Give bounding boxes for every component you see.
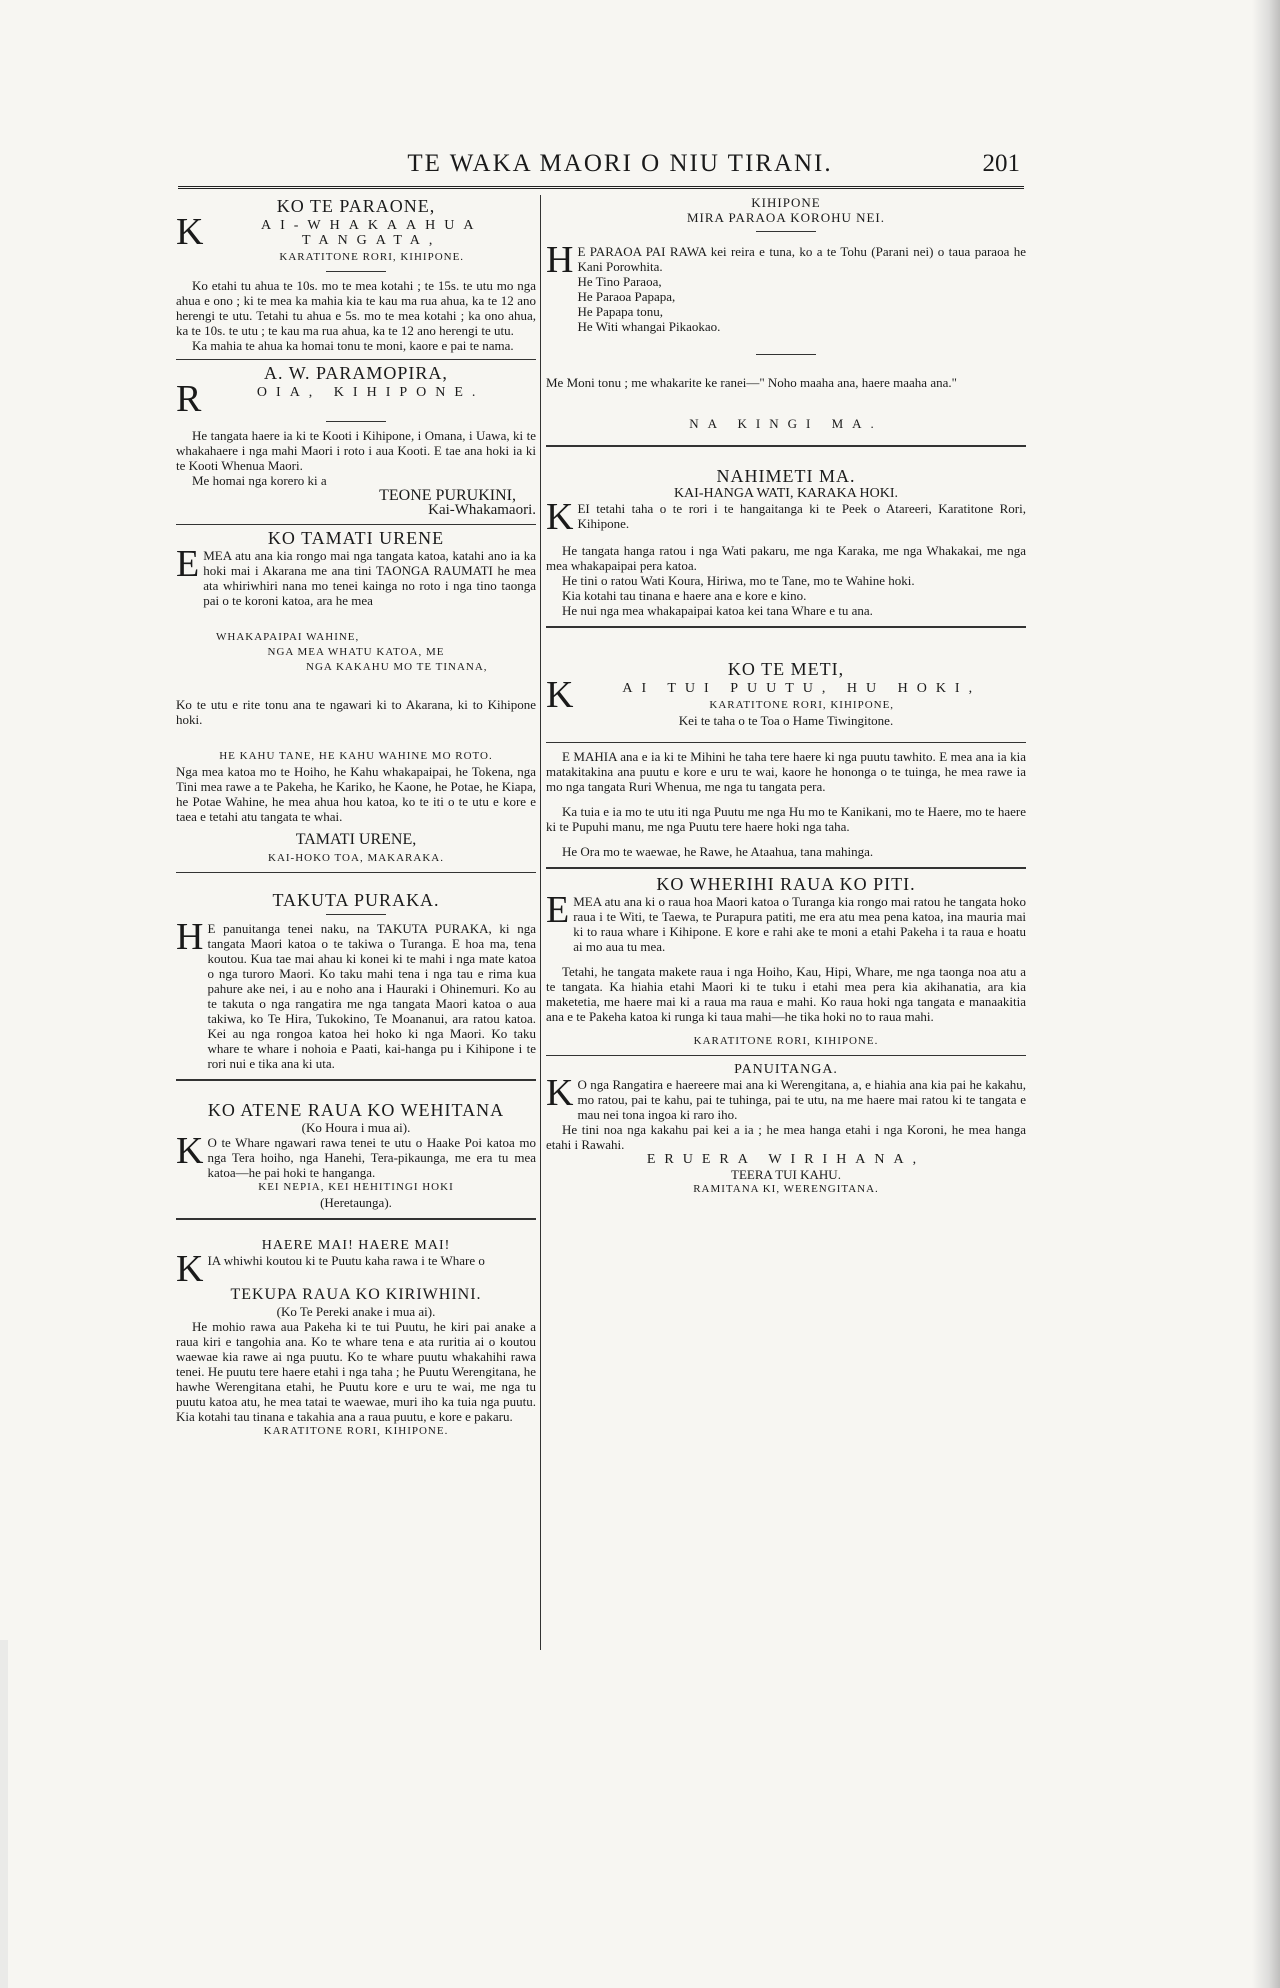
ad-kupa: [176, 1238, 536, 1439]
ad-heading: KO TE METI,: [727, 659, 845, 679]
page-title: TE WAKA MAORI O NIU TIRANI.: [407, 150, 833, 177]
ad-heading: KO WHERIHI RAUA KO PITI.: [656, 874, 916, 894]
ad-body: He Ora mo te waewae, he Rawe, he Ataahua, tana mahinga.: [562, 844, 874, 859]
ad-item: He Tino Paraoa,: [577, 274, 662, 289]
ad-sign: KEI NEPIA, KEI HEHITINGI HOKI: [258, 1181, 454, 1193]
ad-sign: KARATITONE RORI, KIHIPONE.: [263, 1425, 449, 1437]
ad-puraka: [176, 890, 536, 1071]
ad-name: TEKUPA RAUA KO KIRIWHINI.: [230, 1286, 482, 1303]
ad-body: IA whiwhi koutou ki te Puutu kaha rawa i te Whare o: [207, 1253, 485, 1268]
drop-cap: K: [546, 1072, 574, 1114]
ad-body: He mohio rawa aua Pakeha ki te tui Puutu, he kiri pai anake a raua kiri e tangohia ana. Ko te whare tena e ata ruritia ai o koutou waewae kia rawe ai nga puutu. Ko te whare puutu whakahihi rawa tenei. He puutu tere haere etahi i nga taha ; he Puutu Werengitana, he hawhe Werengitana etahi, he Puutu kore e uru te wai, me nga tu puutu katoa atu, he mea tatai te waewae, muri iho ka tuia nga puutu. Kia kotahi tau tinana e takahia ana a raua puutu, e kore e pakaru.: [176, 1319, 536, 1424]
ad-sign: (Heretaunga).: [320, 1195, 392, 1210]
ad-body: He tangata haere ia ki te Kooti i Kihipone, i Omana, i Uawa, ki te whakahaere i nga mahi Maori i roto i aua Kooti. E tae ana hoki ia ki te Kooti Whenua Maori.: [176, 428, 536, 473]
ad-werihi: [546, 874, 1026, 1049]
ad-body: Me Moni tonu ; me whakarite ke ranei—" Noho maaha ana, haere maaha ana.": [546, 375, 957, 390]
ad-subline: KARATITONE RORI, KIHIPONE.: [279, 251, 465, 263]
ad-sign: NA KINGI MA.: [689, 416, 883, 431]
ad-body: O te Whare ngawari rawa tenei te utu o Haake Poi katoa mo nga Tera hoiho, nga Hanehi, Tera-pikaunga, me era tu mea katoa—he pai hoki te hanganga.: [207, 1135, 536, 1180]
ad-sign: TEONE PURUKINI,: [379, 487, 516, 504]
ad-heading: KIHIPONE: [751, 195, 821, 210]
ad-subheading: OIA, KIHIPONE.: [256, 385, 485, 400]
drop-cap: E: [176, 543, 200, 585]
ad-sub: (Ko Te Pereki anake i mua ai).: [276, 1304, 436, 1319]
ad-body: Ko etahi tu ahua te 10s. mo te mea kotahi ; te 15s. te utu mo nga ahua e ono ; ki te mea ka mahia kia te kau ma rua ahua, ka te 12 ano herengi te utu. Tetahi tu ahua e 5s. mo te mea kotahi ; ka ono ahua, ka te 10s. te utu ; te kau ma rua ahua, ka te 12 ano herengi te utu.: [176, 278, 536, 338]
ad-body: He tini noa nga kakahu pai kei a ia ; he mea hanga etahi i nga Koroni, he mea hanga etahi i Rawahi.: [546, 1122, 1026, 1152]
ad-sign: ERUERA WIRIHANA,: [646, 1152, 926, 1167]
drop-cap: K: [546, 496, 574, 538]
ad-body: E PARAOA PAI RAWA kei reira e tuna, ko a te Tohu (Parani nei) o taua paraoa he Kani Porowhita.: [577, 244, 1026, 274]
ad-nahimeti: [546, 466, 1026, 618]
drop-cap: H: [546, 239, 574, 281]
ad-body: He tini o ratou Wati Koura, Hiriwa, mo te Tane, mo te Wahine hoki.: [562, 573, 915, 588]
ad-subline: Kei te taha o te Toa o Hame Tiwingitone.: [678, 713, 894, 728]
ad-body: Kia kotahi tau tinana e haere ana e kore e kino.: [562, 588, 807, 603]
ad-heading: HAERE MAI! HAERE MAI!: [261, 1238, 451, 1253]
ad-panui: [546, 1062, 1026, 1197]
ad-sub: KAI-HANGA WATI, KARAKA HOKI.: [673, 486, 899, 501]
page-number: 201: [982, 150, 1020, 177]
ad-sign: KARATITONE RORI, KIHIPONE.: [693, 1035, 879, 1047]
drop-cap: K: [176, 211, 204, 253]
drop-cap: K: [546, 674, 574, 716]
ad-heading: KO TE PARAONE,: [276, 196, 436, 216]
drop-cap: R: [176, 378, 202, 420]
ad-heading: TAKUTA PURAKA.: [272, 890, 440, 910]
ad-body: He nui nga mea whakapaipai katoa kei tana Whare e tu ana.: [562, 603, 873, 618]
column-divider: [540, 195, 541, 1650]
ad-body: Ka mahia te ahua ka homai tonu te moni, kaore e pai te nama.: [192, 338, 514, 353]
ad-body: EI tetahi taha o te rori i te hangaitanga ki te Peek o Atareeri, Karatitone Rori, Kihipone.: [577, 501, 1026, 531]
ad-sign: RAMITANA KI, WERENGITANA.: [693, 1183, 879, 1195]
ad-heading: A. W. PARAMOPIRA,: [264, 363, 448, 383]
drop-cap: E: [546, 889, 570, 931]
ad-line: HE KAHU TANE, HE KAHU WAHINE MO ROTO.: [219, 750, 493, 762]
ad-body: E panuitanga tenei naku, na TAKUTA PURAKA, ki nga tangata Maori katoa o te takiwa o Turanga. E hoa ma, tena koutou. Kua tae mai ahau ki konei ki te mahi i nga mate katoa o nga turoro Maori. Ko taku mahi tena i nga tau e rima kua pahure ake nei, i au e noho ana i Hauraki i Ohinemuri. Ko au te takuta o nga rangatira me nga tangata Maori katoa o aua takiwa, ko Te Hira, Tukokino, Te Moananui, ara ratou katoa. Kei au nga rongoa katoa hei hoko ki nga Maori. Ko taku whare te whare i nohoia e Paati, kai-hanga pu i Kihipone i te rori nui e tika ana ki uta.: [207, 921, 536, 1071]
ad-paraone: [176, 196, 536, 353]
ad-line: WHAKAPAIPAI WAHINE,: [216, 631, 360, 643]
page-header: [280, 150, 1020, 182]
ad-body: Nga mea katoa mo te Hoiho, he Kahu whakapaipai, he Tokena, nga Tini mea rawe a te Pakeha, he Kariko, he Kaone, he Potae, he Kiapa, he Potae Wahine, he mea ahua hou katoa, ko te iti o te utu e kore e taea e tetahi atu tangata te whai.: [176, 764, 536, 824]
ad-body: MEA atu ana ki o raua hoa Maori katoa o Turanga kia rongo mai ratou he tangata hoko raua i te Witi, te Taewa, te Purapura patiti, me era atu mea pena katoa, ina mauria mai ki to raua whare i Kihipone. E kore e rahi ake te moni a etahi Pakeha i ta raua e hoatu ai mo aua tu mea.: [573, 894, 1026, 954]
ad-body: Me homai nga korero ki a: [192, 473, 327, 488]
ad-line: NGA MEA WHATU KATOA, ME: [267, 646, 445, 658]
ad-atene: [176, 1100, 536, 1210]
ad-subheading: AI-WHAKAAHUA TANGATA,: [260, 218, 483, 248]
ad-body: Ka tuia e ia mo te utu iti nga Puutu me nga Hu mo te Kanikani, mo te Haere, mo te haere ki te Pupuhi manu, me nga Puutu tere haere hoki nga taha.: [546, 804, 1026, 834]
ad-item: He Papapa tonu,: [577, 304, 664, 319]
ad-heading: PANUITANGA.: [734, 1062, 838, 1077]
ad-sign: TEERA TUI KAHU.: [731, 1167, 841, 1182]
ad-sign: TAMATI URENE,: [295, 831, 417, 848]
scan-edge-left: [0, 1640, 8, 1988]
ad-line: NGA KAKAHU MO TE TINANA,: [306, 661, 488, 673]
ad-body: Tetahi, he tangata makete raua i nga Hoiho, Kau, Hipi, Whare, me nga taonga noa atu a te tangata. Ka hiahia etahi Maori ki te tuku i etahi mea pera kia akihanatia, ara kia maketetia, me haere mai ki a raua ma raua e mahi. Ko raua hoki nga tangata e manaakitia ana e te Pakeha katoa ki runga ki taua mahi—he tika hoki no to raua mahi.: [546, 964, 1026, 1024]
ad-paramopira: [176, 363, 536, 518]
ad-sub: MIRA PARAOA KOROHU NEI.: [686, 210, 886, 225]
ad-heading: KO ATENE RAUA KO WEHITANA: [207, 1100, 505, 1120]
ad-body: MEA atu ana kia rongo mai nga tangata katoa, katahi ano ia ka hoki mai i Akarana me ana tini TAONGA RAUMATI he mea ata whiriwhiri nana mo tenei kainga no roto i nga tino taonga pai o te koroni katoa, ara he mea: [203, 548, 536, 608]
drop-cap: K: [176, 1248, 204, 1290]
ad-body: E MAHIA ana e ia ki te Mihini he taha tere haere ki nga puutu tawhito. E mea ana ia kia matakitakina ana puutu e kore e uru te wai, kaore he hononga o te tuinga, he mea rawe ia mo nga tangata Ruri Whenua, me nga tu tangata pera.: [546, 749, 1026, 794]
ad-sign: Kai-Whakamaori.: [428, 502, 536, 518]
left-column: [176, 195, 536, 1439]
ad-kihipone: [546, 195, 1026, 431]
ad-subline: KARATITONE RORI, KIHIPONE,: [709, 699, 895, 711]
drop-cap: H: [176, 916, 204, 958]
header-rule: [178, 186, 1024, 189]
ad-item: He Paraoa Papapa,: [577, 289, 676, 304]
ad-body: Ko te utu e rite tonu ana te ngawari ki to Akarana, ki to Kihipone hoki.: [176, 697, 536, 727]
ad-body: O nga Rangatira e haereere mai ana ki Werengitana, a, e hiahia ana kia pai he kakahu, mo ratou, pai te kahu, pai te tuhinga, pai te utu, na me haere mai ratou ki te tangata e mau nei tona ingoa ki raro iho.: [577, 1077, 1026, 1122]
ad-urene: [176, 528, 536, 866]
ad-heading: KO TAMATI URENE: [267, 528, 445, 548]
ad-item: He Witi whangai Pikaokao.: [577, 319, 721, 334]
ad-heading: NAHIMETI MA.: [716, 466, 856, 486]
ad-subheading: AI TUI PUUTU, HU HOKI,: [622, 681, 982, 696]
drop-cap: K: [176, 1130, 204, 1172]
ad-body: He tangata hanga ratou i nga Wati pakaru, me nga Karaka, me nga Whakakai, me nga mea whakapaipai pera katoa.: [546, 543, 1026, 573]
ad-meti: [546, 659, 1026, 859]
right-column: [546, 195, 1026, 1197]
ad-sign: KAI-HOKO TOA, MAKARAKA.: [268, 852, 444, 864]
scan-edge: [1252, 0, 1280, 1988]
ad-sub: (Ko Houra i mua ai).: [301, 1120, 411, 1135]
